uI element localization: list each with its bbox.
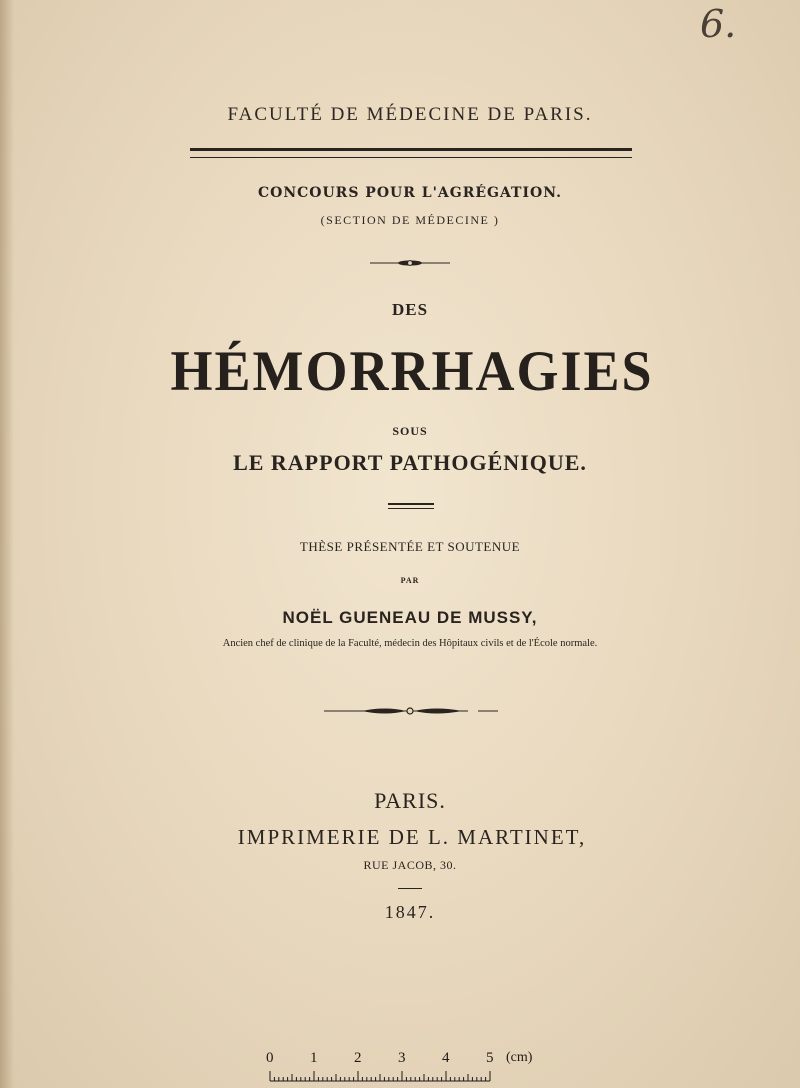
scale-ruler <box>262 1068 502 1082</box>
scale-bar <box>262 1050 562 1086</box>
scale-label-4: 4 <box>442 1050 450 1066</box>
short-double-rule <box>388 503 434 509</box>
main-title: HÉMORRHAGIES <box>170 339 654 403</box>
subtitle: LE RAPPORT PATHOGÉNIQUE. <box>233 450 587 475</box>
thesis-line: THÈSE PRÉSENTÉE ET SOUTENUE <box>299 539 521 554</box>
scale-label-1: 1 <box>310 1050 318 1066</box>
by-label: PAR <box>400 576 420 585</box>
faculty-heading: FACULTÉ DE MÉDECINE DE PARIS. <box>227 104 593 125</box>
title-connector: SOUS <box>392 424 428 438</box>
scale-unit: (cm) <box>506 1050 533 1065</box>
competition-heading: CONCOURS POUR L'AGRÉGATION. <box>258 185 562 201</box>
scale-label-2: 2 <box>354 1050 362 1066</box>
tiny-rule <box>398 888 422 889</box>
small-ornament-divider <box>368 256 452 270</box>
double-rule-divider <box>190 148 632 158</box>
author-description: Ancien chef de clinique de la Faculté, médecin des Hôpitaux civils et de l'École normale. <box>222 638 598 649</box>
printer-address: RUE JACOB, 30. <box>363 858 457 872</box>
publication-year: 1847. <box>384 902 436 922</box>
title-prefix: DES <box>391 300 429 319</box>
scale-label-5: 5 <box>486 1050 494 1066</box>
scale-label-0: 0 <box>266 1050 274 1066</box>
scale-label-3: 3 <box>398 1050 406 1066</box>
long-ornament-divider <box>322 703 500 719</box>
printer-name: IMPRIMERIE DE L. MARTINET, <box>237 825 587 849</box>
section-subheading: (SECTION DE MÉDECINE ) <box>320 213 500 227</box>
author-name: NOËL GUENEAU DE MUSSY, <box>282 608 538 627</box>
publication-city: PARIS. <box>374 788 446 813</box>
handwritten-page-mark: 6. <box>700 2 737 46</box>
